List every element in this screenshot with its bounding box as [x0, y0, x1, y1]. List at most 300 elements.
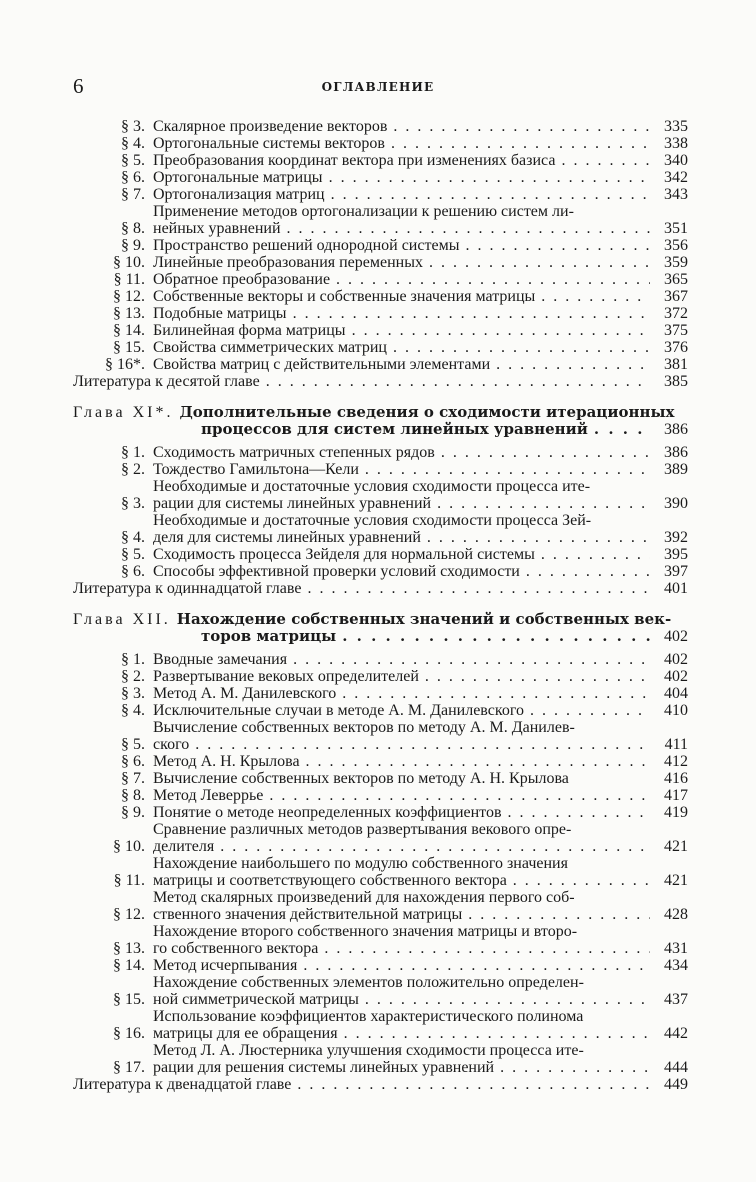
- entry-body: [73, 373, 688, 390]
- toc-entry: [73, 186, 688, 203]
- page-ref: 343: [664, 186, 688, 203]
- section-number: § 5.: [121, 546, 145, 563]
- literature-chapter-10: [73, 373, 688, 390]
- entry-body: [153, 923, 688, 957]
- entry-body: [153, 512, 688, 546]
- page-ref: 392: [664, 529, 688, 546]
- page-ref: 372: [664, 305, 688, 322]
- entry-title: Свойства матриц с действительными элементами: [153, 356, 491, 373]
- toc-entry: [73, 356, 688, 373]
- dot-leader: [508, 804, 651, 821]
- chapter-title-line: [73, 421, 688, 438]
- dot-leader: [365, 991, 650, 1008]
- toc-entry: [73, 923, 688, 957]
- toc-entry: [73, 719, 688, 753]
- dot-leader: [287, 220, 650, 237]
- entry-line: [153, 546, 688, 563]
- chapter-title-line: [73, 404, 688, 421]
- entry-title: матрицы для ее обращения: [153, 1025, 338, 1042]
- section-list-chapter-12: [73, 651, 688, 1076]
- section-number: § 16*.: [105, 356, 145, 373]
- page-ref: 410: [664, 702, 688, 719]
- toc-entry: [73, 135, 688, 152]
- section-number: § 8.: [121, 220, 145, 237]
- entry-body: [153, 152, 688, 169]
- entry-title: Метод Л. А. Люстерника улучшения сходимости процесса ите-: [153, 1042, 584, 1059]
- entry-line: [153, 356, 688, 373]
- page-ref: 376: [664, 339, 688, 356]
- entry-line: [153, 855, 688, 872]
- toc-entry: [73, 169, 688, 186]
- dot-leader: [561, 152, 650, 169]
- entry-line: [153, 838, 688, 855]
- section-number: § 11.: [113, 872, 145, 889]
- entry-title: Свойства симметрических матриц: [153, 339, 387, 356]
- section-number: § 1.: [121, 444, 145, 461]
- entry-line: [153, 736, 688, 753]
- entry-line: [153, 770, 688, 787]
- entry-title: Нахождение наибольшего по модулю собственного значения: [153, 855, 568, 872]
- toc-entry: [73, 787, 688, 804]
- page-ref: 390: [664, 495, 688, 512]
- running-head: ОГЛАВЛЕНИЕ: [321, 80, 435, 94]
- section-number: § 6.: [121, 563, 145, 580]
- section-number: § 10.: [113, 838, 145, 855]
- entry-line: [153, 152, 688, 169]
- entry-title: Необходимые и достаточные условия сходимости процесса ите-: [153, 478, 591, 495]
- entry-line: [153, 753, 688, 770]
- dot-leader: [352, 322, 650, 339]
- section-number: § 7.: [121, 770, 145, 787]
- page-ref: 342: [664, 169, 688, 186]
- entry-title: Сравнение различных методов развертывания векового опре-: [153, 821, 572, 838]
- toc-entry: [73, 668, 688, 685]
- entry-body: [153, 770, 688, 787]
- entry-title: Ортогонализация матриц: [153, 186, 325, 203]
- toc-entry: [73, 339, 688, 356]
- entry-line: [153, 923, 688, 940]
- entry-body: [153, 1042, 688, 1076]
- section-number: § 11.: [113, 271, 145, 288]
- entry-body: [153, 974, 688, 1008]
- section-number: § 3.: [121, 685, 145, 702]
- entry-title: Тождество Гамильтона—Кели: [153, 461, 359, 478]
- entry-body: [153, 203, 688, 237]
- dot-leader: [266, 373, 650, 390]
- page-ref: 365: [664, 271, 688, 288]
- toc-entry: [73, 804, 688, 821]
- entry-body: [153, 804, 688, 821]
- entry-body: [153, 288, 688, 305]
- entry-line: [153, 974, 688, 991]
- entry-line: [153, 957, 688, 974]
- page-ref: 449: [664, 1076, 688, 1093]
- dot-leader: [306, 753, 650, 770]
- toc-entry: [73, 478, 688, 512]
- entry-title: нейных уравнений: [153, 220, 281, 237]
- entry-title: Ортогональные системы векторов: [153, 135, 385, 152]
- entry-body: [153, 135, 688, 152]
- page-ref: 395: [664, 546, 688, 563]
- entry-body: [153, 254, 688, 271]
- entry-line: [153, 237, 688, 254]
- chapter-11-heading: [73, 404, 688, 438]
- entry-body: [153, 356, 688, 373]
- entry-body: [153, 889, 688, 923]
- entry-body: [153, 702, 688, 719]
- entry-body: [153, 651, 688, 668]
- section-number: § 12.: [113, 288, 145, 305]
- dot-leader: [496, 356, 650, 373]
- entry-line: [153, 1059, 688, 1076]
- entry-title: матрицы и соответствующего собственного вектора: [153, 872, 507, 889]
- toc-entry: [73, 753, 688, 770]
- toc-entry: [73, 974, 688, 1008]
- entry-line: [153, 1042, 688, 1059]
- entry-title: Метод А. М. Данилевского: [153, 685, 337, 702]
- dot-leader: [465, 237, 650, 254]
- section-number: § 4.: [121, 135, 145, 152]
- entry-title: Литература к двенадцатой главе: [73, 1076, 292, 1093]
- entry-body: [153, 753, 688, 770]
- entry-body: [153, 546, 688, 563]
- entry-title: рации для решения системы линейных уравнений: [153, 1059, 495, 1076]
- toc-entry: [73, 546, 688, 563]
- dot-leader: [429, 254, 650, 271]
- section-number: § 13.: [113, 305, 145, 322]
- entry-line: [153, 322, 688, 339]
- toc-entry: [73, 1076, 688, 1093]
- section-number: § 3.: [121, 495, 145, 512]
- chapter-title: Нахождение собственных значений и собственных век-: [176, 610, 672, 628]
- entry-line: [153, 478, 688, 495]
- chapter-title-line: [73, 628, 688, 645]
- section-number: § 16.: [113, 1025, 145, 1042]
- page-ref: 421: [664, 838, 688, 855]
- entry-line: [153, 169, 688, 186]
- toc-entry: [73, 580, 688, 597]
- entry-body: [153, 322, 688, 339]
- section-number: § 9.: [121, 804, 145, 821]
- toc-entry: [73, 685, 688, 702]
- entry-title: Метод исчерпывания: [153, 957, 298, 974]
- entry-line: [153, 821, 688, 838]
- entry-title: го собственного вектора: [153, 940, 319, 957]
- entry-body: [153, 169, 688, 186]
- entry-title: Обратное преобразование: [153, 271, 331, 288]
- entry-title: Метод А. Н. Крылова: [153, 753, 300, 770]
- chapter-12-heading: [73, 611, 688, 645]
- entry-title: Применение методов ортогонализации к решению систем ли-: [153, 203, 574, 220]
- toc-entry: [73, 237, 688, 254]
- page-ref: 442: [664, 1025, 688, 1042]
- literature-chapter-11: [73, 580, 688, 597]
- entry-body: [153, 668, 688, 685]
- entry-title: Вычисление собственных векторов по методу А. М. Данилев-: [153, 719, 575, 736]
- section-number: § 8.: [121, 787, 145, 804]
- entry-line: [73, 580, 688, 597]
- toc-entry: [73, 855, 688, 889]
- entry-body: [153, 1008, 688, 1042]
- section-number: § 15.: [113, 991, 145, 1008]
- entry-title: Билинейная форма матрицы: [153, 322, 346, 339]
- dot-leader: [269, 787, 650, 804]
- entry-body: [153, 787, 688, 804]
- section-number: § 15.: [113, 339, 145, 356]
- entry-line: [153, 685, 688, 702]
- section-number: § 10.: [113, 254, 145, 271]
- entry-body: [153, 821, 688, 855]
- page-ref: 389: [664, 461, 688, 478]
- entry-title: Ортогональные матрицы: [153, 169, 323, 186]
- entry-title: Исключительные случаи в методе А. М. Данилевского: [153, 702, 524, 719]
- page-ref: 401: [664, 580, 688, 597]
- entry-line: [153, 512, 688, 529]
- dot-leader: [500, 1059, 650, 1076]
- entry-line: [153, 889, 688, 906]
- entry-body: [153, 461, 688, 478]
- page-ref: 419: [664, 804, 688, 821]
- page-ref: 386: [664, 421, 688, 438]
- entry-title: Способы эффективной проверки условий сходимости: [153, 563, 520, 580]
- chapter-title-line: [73, 611, 688, 628]
- dot-leader: [344, 1025, 650, 1042]
- toc-entry: [73, 152, 688, 169]
- toc-entry: [73, 563, 688, 580]
- toc-entry: [73, 203, 688, 237]
- section-list-chapter-10: [73, 118, 688, 373]
- toc-entry: [73, 254, 688, 271]
- dot-leader: [468, 906, 650, 923]
- entry-line: [153, 668, 688, 685]
- dot-leader: [307, 580, 650, 597]
- entry-body: [153, 478, 688, 512]
- toc-entry: [73, 305, 688, 322]
- toc-entry: [73, 702, 688, 719]
- entry-title: Метод Леверрье: [153, 787, 264, 804]
- entry-title: Нахождение второго собственного значения матрицы и второ-: [153, 923, 578, 940]
- page-ref: 375: [664, 322, 688, 339]
- entry-title: Вычисление собственных векторов по методу А. Н. Крылова: [153, 770, 569, 787]
- chapter-title: процессов для систем линейных уравнений: [201, 420, 588, 438]
- dot-leader: [526, 563, 650, 580]
- entry-title: делителя: [153, 838, 215, 855]
- page-ref: 356: [664, 237, 688, 254]
- dot-leader: [220, 838, 650, 855]
- entry-line: [153, 288, 688, 305]
- entry-title: ского: [153, 736, 190, 753]
- entry-line: [153, 872, 688, 889]
- dot-leader: [297, 1076, 650, 1093]
- dot-leader: [437, 495, 650, 512]
- entry-line: [153, 940, 688, 957]
- chapter-title: Дополнительные сведения о сходимости итерационных: [179, 403, 675, 421]
- toc-entry: [73, 373, 688, 390]
- page-ref: 397: [664, 563, 688, 580]
- toc-entry: [73, 1008, 688, 1042]
- section-number: § 9.: [121, 237, 145, 254]
- toc-entry: [73, 322, 688, 339]
- entry-line: [153, 563, 688, 580]
- entry-line: [153, 271, 688, 288]
- entry-body: [153, 339, 688, 356]
- chapter-label: Глава XII.: [73, 611, 171, 628]
- dot-leader: [293, 305, 650, 322]
- dot-leader: [427, 529, 650, 546]
- entry-body: [73, 580, 688, 597]
- dot-leader: [303, 957, 650, 974]
- entry-line: [153, 804, 688, 821]
- dot-leader: [195, 736, 650, 753]
- section-number: § 7.: [121, 186, 145, 203]
- entry-title: Использование коэффициентов характеристического полинома: [153, 1008, 584, 1025]
- entry-body: [153, 719, 688, 753]
- dot-leader: [324, 940, 650, 957]
- entry-line: [153, 529, 688, 546]
- page-ref: 335: [664, 118, 688, 135]
- entry-line: [153, 135, 688, 152]
- dot-leader: [342, 685, 650, 702]
- page-ref: 417: [664, 787, 688, 804]
- dot-leader: [329, 169, 650, 186]
- toc-entry: [73, 461, 688, 478]
- dot-leader: [293, 651, 650, 668]
- entry-line: [153, 906, 688, 923]
- page-ref: 402: [664, 651, 688, 668]
- entry-title: Литература к одиннадцатой главе: [73, 580, 302, 597]
- entry-body: [153, 186, 688, 203]
- section-number: § 12.: [113, 906, 145, 923]
- entry-line: [153, 787, 688, 804]
- page-ref: 437: [664, 991, 688, 1008]
- entry-body: [153, 305, 688, 322]
- page-ref: 402: [664, 668, 688, 685]
- entry-line: [153, 118, 688, 135]
- entry-line: [153, 461, 688, 478]
- entry-line: [153, 305, 688, 322]
- dot-leader: [541, 288, 650, 305]
- toc-entry: [73, 1042, 688, 1076]
- table-of-contents: [73, 118, 688, 1093]
- page-ref: 359: [664, 254, 688, 271]
- section-number: § 17.: [113, 1059, 145, 1076]
- entry-line: [153, 702, 688, 719]
- entry-title: Необходимые и достаточные условия сходимости процесса Зей-: [153, 512, 592, 529]
- entry-body: [153, 444, 688, 461]
- entry-title: рации для системы линейных уравнений: [153, 495, 432, 512]
- entry-line: [153, 203, 688, 220]
- section-list-chapter-11: [73, 444, 688, 580]
- entry-title: Литература к десятой главе: [73, 373, 260, 390]
- page-number: 6: [73, 74, 84, 98]
- literature-chapter-12: [73, 1076, 688, 1093]
- dot-leader: [393, 339, 650, 356]
- entry-title: Линейные преобразования переменных: [153, 254, 423, 271]
- entry-title: деля для системы линейных уравнений: [153, 529, 421, 546]
- entry-line: [153, 1025, 688, 1042]
- entry-body: [153, 271, 688, 288]
- entry-title: Метод скалярных произведений для нахождения первого соб-: [153, 889, 575, 906]
- toc-entry: [73, 444, 688, 461]
- dot-leader: [342, 628, 650, 645]
- entry-title: Сходимость матричных степенных рядов: [153, 444, 435, 461]
- entry-title: Понятие о методе неопределенных коэффициентов: [153, 804, 502, 821]
- page-ref: 340: [664, 152, 688, 169]
- entry-body: [153, 118, 688, 135]
- entry-body: [153, 563, 688, 580]
- toc-entry: [73, 889, 688, 923]
- page-ref: 402: [664, 628, 688, 645]
- section-number: § 14.: [113, 322, 145, 339]
- toc-entry: [73, 512, 688, 546]
- entry-title: Преобразования координат вектора при изменениях базиса: [153, 152, 556, 169]
- entry-title: Пространство решений однородной системы: [153, 237, 460, 254]
- entry-title: Сходимость процесса Зейделя для нормальной системы: [153, 546, 535, 563]
- page-ref: 386: [664, 444, 688, 461]
- section-number: § 6.: [121, 169, 145, 186]
- dot-leader: [336, 271, 650, 288]
- entry-line: [153, 1008, 688, 1025]
- dot-leader: [393, 118, 650, 135]
- page-ref: 421: [664, 872, 688, 889]
- entry-title: Вводные замечания: [153, 651, 288, 668]
- page-ref: 367: [664, 288, 688, 305]
- entry-title: Подобные матрицы: [153, 305, 287, 322]
- section-number: § 2.: [121, 668, 145, 685]
- section-number: § 3.: [121, 118, 145, 135]
- dot-leader: [441, 444, 650, 461]
- entry-line: [153, 495, 688, 512]
- section-number: § 4.: [121, 529, 145, 546]
- section-number: § 1.: [121, 651, 145, 668]
- entry-body: [73, 1076, 688, 1093]
- entry-line: [153, 719, 688, 736]
- page-ref: 404: [664, 685, 688, 702]
- entry-title: ственного значения действительной матрицы: [153, 906, 463, 923]
- entry-title: ной симметрической матрицы: [153, 991, 359, 1008]
- page-ref: 431: [664, 940, 688, 957]
- toc-entry: [73, 288, 688, 305]
- toc-entry: [73, 651, 688, 668]
- page-ref: 381: [664, 356, 688, 373]
- entry-line: [153, 444, 688, 461]
- chapter-label: Глава XI*.: [73, 404, 174, 421]
- entry-body: [153, 855, 688, 889]
- toc-entry: [73, 821, 688, 855]
- page-ref: 385: [664, 373, 688, 390]
- entry-line: [73, 1076, 688, 1093]
- entry-line: [153, 339, 688, 356]
- dot-leader: [594, 421, 650, 438]
- section-number: § 13.: [113, 940, 145, 957]
- toc-entry: [73, 118, 688, 135]
- entry-title: Развертывание вековых определителей: [153, 668, 419, 685]
- entry-title: Собственные векторы и собственные значения матрицы: [153, 288, 536, 305]
- section-number: § 4.: [121, 702, 145, 719]
- entry-title: Нахождение собственных элементов положительно определен-: [153, 974, 584, 991]
- section-number: § 5.: [121, 736, 145, 753]
- entry-body: [153, 237, 688, 254]
- toc-entry: [73, 271, 688, 288]
- entry-line: [153, 991, 688, 1008]
- chapter-title: торов матрицы: [201, 627, 337, 645]
- page-ref: 444: [664, 1059, 688, 1076]
- dot-leader: [541, 546, 650, 563]
- entry-line: [73, 373, 688, 390]
- dot-leader: [530, 702, 650, 719]
- toc-entry: [73, 770, 688, 787]
- page-ref: 338: [664, 135, 688, 152]
